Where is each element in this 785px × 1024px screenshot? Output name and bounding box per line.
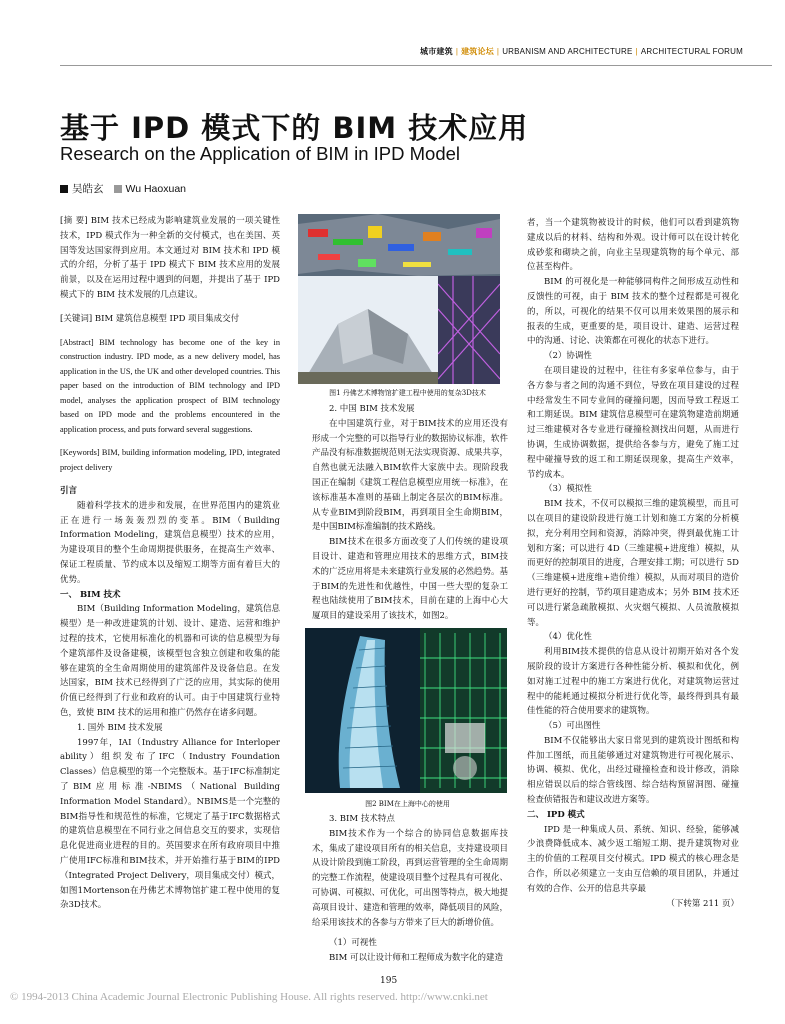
section-heading: 二、 IPD 模式	[527, 809, 585, 820]
paragraph: 利用BIM技术提供的信息从设计初期开始对各个发展阶段的设计方案进行各种性能分析、模拟和优化，例如对施工过程中的施工方案进行优化，对建筑物运营过程中的能耗通过模拟分析进行优化等，最终得到具有最佳性能的符合使用要求的建筑物。	[527, 647, 739, 717]
paragraph: BIM 的可视化是一种能够同构件之间形成互动性和反馈性的可视，由于 BIM 技术的整个过程都是可视化的，所以，可视化的结果不仅可以用来效果图的展示和报表的生成，更重要的是，项目设计、建造、运营过程中的沟通、讨论、决策都在可视化的状态下进行。	[527, 277, 739, 347]
subsection-heading: （4）优化性	[544, 632, 592, 643]
square-bullet-icon	[60, 185, 68, 193]
copyright-footer: © 1994-2013 China Academic Journal Electronic Publishing House. All rights reserved. http://www.cnki.net	[10, 991, 488, 1003]
column-1	[60, 214, 280, 913]
subsection-heading: 3. BIM 技术特点	[329, 814, 395, 824]
keywords-en: [Keywords] BIM, building information modeling, IPD, integrated project delivery	[60, 448, 280, 472]
header-separator: |	[496, 47, 500, 56]
subsection-heading: 2. 中国 BIM 技术发展	[329, 404, 415, 414]
column-2-lower	[312, 812, 508, 966]
paragraph: 在项目建设的过程中，往往有多家单位参与，由于各方参与者之间的沟通不到位，导致在项目建设的过程中经常发生不同专业间的碰撞问题，因而导致工程返工和工期延误。BIM 建筑信息模型可在建筑物建造前期通过三维建模对各专业进行碰撞检测找出问题，从而进行协调，生成协调数据，提供给各参与方，避免了施工过程中碰撞导致的返工和工期延误现象，提高生产效率，节约成本。	[527, 365, 739, 480]
paragraph: BIM不仅能够出大家日常见到的建筑设计图纸和构件加工图纸，而且能够通过对建筑物进行可视化展示、协调、模拟、优化，出经过碰撞检查和设计修改，消除相应错误以后的综合管线图、综合结构预留洞图、碰撞检查侦错报告和建议改进方案等。	[527, 735, 739, 806]
title-english: Research on the Application of BIM in IPD Model	[60, 143, 461, 164]
authors	[60, 181, 186, 196]
figure-2	[305, 628, 507, 793]
paragraph: 在中国建筑行业，对于BIM技术的应用还没有形成一个完整的可以指导行业的数据协议标准，软件产品没有标准数据规范则无法实现资源、成果共享，自然也就无法融入BIM软件大家族中去。现阶段我国正在编制《建筑工程信息模型应用统一标准》，在该标准基本准则的基础上制定各层次的BIM标准。从专业BIM到阶段BIM，再到项目全生命期BIM，是中国BIM标准编制的技术路线。	[312, 418, 508, 533]
section-intro-heading: 引言	[60, 486, 78, 497]
subsection-heading: （2）协调性	[544, 351, 592, 362]
page-number: 195	[380, 976, 398, 986]
column-2	[312, 400, 508, 624]
square-bullet-icon	[114, 185, 122, 193]
paragraph: 者，当一个建筑物被设计的时候，他们可以看到建筑物建成以后的材料、结构和外观。设计师可以在设计转化成砂浆和砌块之前，向业主呈现建筑物的每个单元、部位甚至构件。	[527, 218, 739, 273]
author-cn: 吴皓玄	[72, 183, 104, 195]
section-heading: 一、 BIM 技术	[60, 589, 121, 600]
paragraph: BIM技术在很多方面改变了人们传统的建设项目设计、建造和管理应用技术的思维方式，BIM技术的广泛应用将是未来建筑行业发展的必然趋势。基于BIM的先进性和优越性，中国一些大型的复杂工程也陆续使用了BIM技术，目前在建的上海中心大厦项目的建设采用了该技术，如图2。	[312, 537, 508, 622]
paragraph: BIM 技术，不仅可以模拟三维的建筑模型，而且可以在项目的建设阶段进行施工计划和施工方案的分析模拟，充分利用空间和资源，消除冲突，得到最优施工计划和方案；可以进行 4D（三维建模+进度维）模拟，从而更好的控制项目的进度，合理安排工期；可以进行 5D（三维建模+进度维+造价维）模拟，从而对项目的造价进行更好的控制，节约项目建造成本；另外 BIM 技术还可以进行紧急疏散模拟、火灾烟气模拟、人员流散模拟等。	[527, 499, 739, 628]
header-en-a: URBANISM AND ARCHITECTURE	[502, 47, 633, 56]
header-separator: |	[635, 47, 638, 56]
figure-1-caption: 图1 丹佛艺术博物馆扩建工程中使用的复杂3D技术	[329, 389, 486, 397]
paragraph: BIM（Building Information Modeling，建筑信息模型）是一种改进建筑的计划、设计、建造、运营和维护过程的技术，它使用标准化的机器和可读的信息模型为每个建筑部件及设备建模，该模型包含独立创建和收集的能够在建筑的全生命周期使用的建筑部件及设备信息。在发达国家，BIM 技术已经得到了广泛的应用，其实际的使用价值已经得到了行业和政府的认可。由于中国建筑行业特色，致使 BIM 技术的运用和推广仍然存在诸多问题。	[60, 604, 280, 719]
author-en: Wu Haoxuan	[125, 183, 187, 195]
header-en-b: ARCHITECTURAL FORUM	[640, 47, 743, 56]
header-rule	[60, 65, 772, 66]
paragraph: BIM 可以让设计师和工程师成为数字化的建造	[329, 953, 504, 964]
continued-note: （下转第 211 页）	[666, 898, 739, 909]
paragraph: BIM技术作为一个综合的协同信息数据库技术，集成了建设项目所有的相关信息，支持建设项目从设计阶段到施工阶段，再到运营管理的全生命周期的完整工作流程，使建设项目整个过程具有可视化、可协调、可模拟、可优化，可出图等特点，极大地提高项目设计、建造和管理的效率，降低项目的风险，给采用该技术的各参与方带来了巨大的新增价值。	[312, 828, 508, 928]
subsection-heading: 1. 国外 BIM 技术发展	[77, 722, 163, 733]
figure-1-image	[298, 214, 500, 384]
abstract-en: [Abstract] BIM technology has become one of the key in construction industry. IPD mode, as a new delivery model, has application in the US, the UK and other developed countries. This paper based on the introduction of BIM technology and IPD model, analyses the application prospect of BIM technology based on IPD mode and the problems encountered in the application process, and puts forward several suggestions.	[60, 337, 280, 434]
paragraph: 1997年，IAI（Industry Alliance for Interloper ability）组织发布了IFC（Industry Foundation Classes）信息模型的第一个完整版本。基于IFC标准制定了BIM应用标准-NBIMS（National Building Information Model Standard）。NBIMS是一个完整的BIM指导性和规范性的标准，它规定了基于IFC数据格式的建筑信息模型在不同行业之间信息交互的要求，实现信息化促进商业进程的目的。英国要求在所有政府项目中推广使用IFC标准和BIM技术，并开始推行基于BIM的IPD（Integrated Project Delivery，项目集成交付）模式，如图1Mortenson在丹佛艺术博物馆扩建工程中使用的复杂3D技术。	[60, 737, 280, 911]
paragraph: 随着科学技术的进步和发展，在世界范围内的建筑业正在进行一场轰轰烈烈的变革。BIM（Building Information Modeling，建筑信息模型）技术的应用，为建设项目的整个生命周期提供服务，在提高生产效率、保证工程质量、节约成本以及缩短工期等方面有着巨大的优势。	[60, 500, 280, 585]
abstract-cn: [摘 要] BIM 技术已经成为影响建筑业发展的一项关键性技术，IPD 模式作为一种全新的交付模式，也在美国、英国等发达国家得到应用。本文通过对 BIM 技术和 IPD 模式的介绍，分析了基于 IPD 模式下 BIM 技术应用的发展前景，以及在运用过程中遇到的问题，并提出了基于 IPD 模式下的 BIM 技术发展的几点建议。	[60, 216, 280, 300]
paragraph: IPD 是一种集成人员、系统、知识、经验，能够减少浪费降低成本、减少返工缩短工期、提升建筑物对业主的价值的工程项目交付模式。IPD 模式的核心理念是合作，所以必须建立一支由互信赖的项目团队，并通过有效的合作、公开的信息共享最	[527, 824, 739, 894]
header-section-b: 建筑论坛	[461, 47, 494, 56]
figure-2-image	[305, 628, 507, 793]
subsection-heading: （1）可视性	[329, 938, 377, 949]
column-3	[527, 216, 739, 911]
header-section-a: 城市建筑	[420, 47, 453, 56]
figure-2-caption: 图2 BIM在上海中心的使用	[365, 800, 450, 808]
keywords-cn: [关键词] BIM 建筑信息模型 IPD 项目集成交付	[60, 313, 240, 324]
subsection-heading: （3）模拟性	[544, 484, 592, 495]
subsection-heading: （5）可出图性	[544, 721, 601, 732]
header-separator: |	[455, 47, 459, 56]
running-header	[420, 46, 772, 57]
title-chinese: 基于 IPD 模式下的 BIM 技术应用	[60, 111, 529, 145]
figure-1	[298, 214, 500, 384]
